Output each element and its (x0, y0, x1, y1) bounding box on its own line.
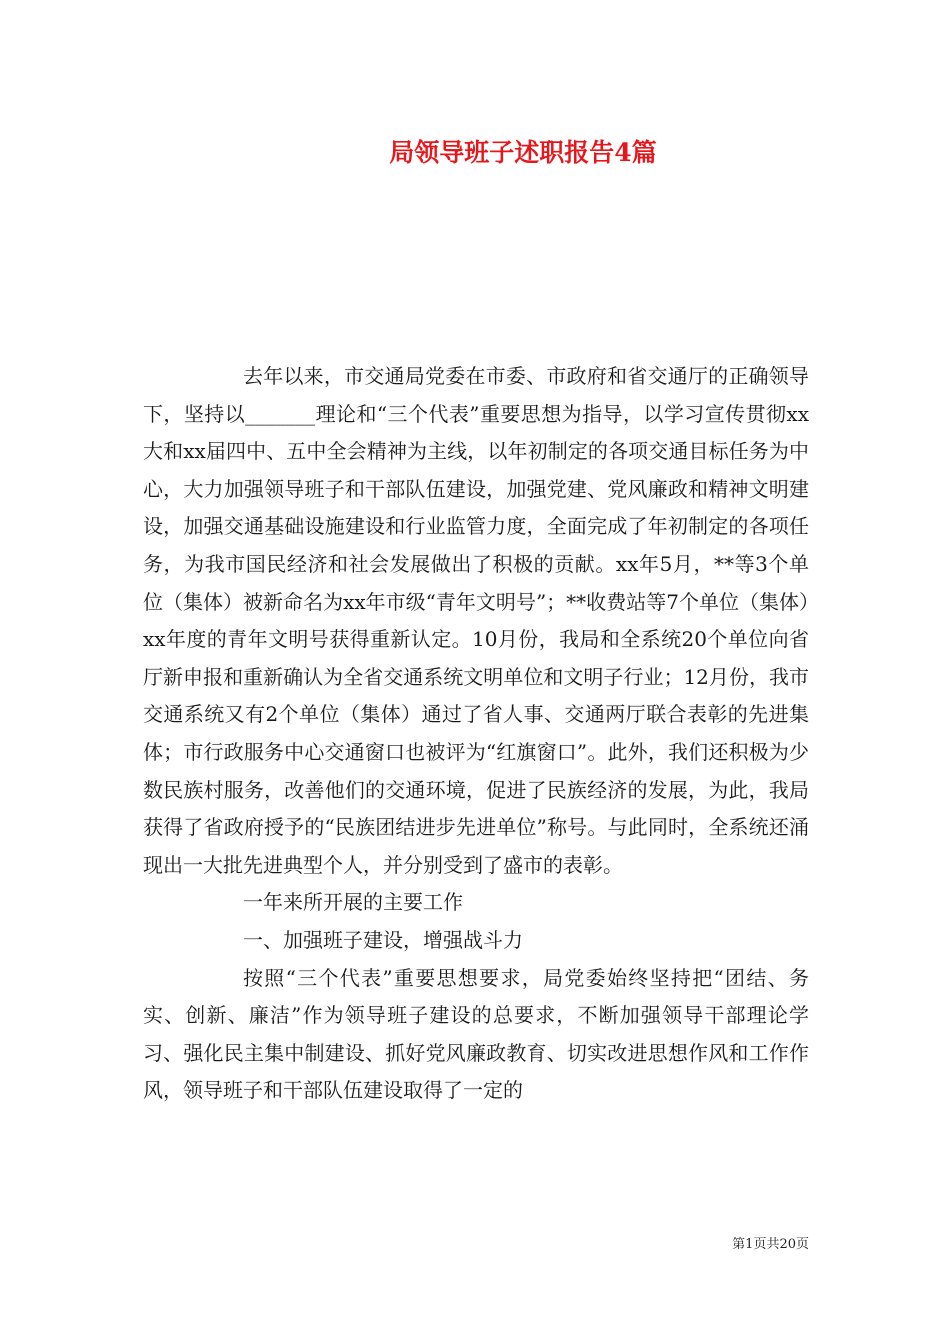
section-heading-team-building: 一、加强班子建设，增强战斗力 (243, 927, 523, 952)
body-paragraph-team-building: 按照“三个代表”重要思想要求，局党委始终坚持把“团结、务实、创新、廉洁”作为领导班子建设的总要求，不断加强领导干部理论学习、强化民主集中制建设、抓好党风廉政教育、切实改进思想作风和工作作风，领导班子和干部队伍建设取得了一定的 (143, 965, 809, 1103)
document-body (143, 358, 809, 1110)
page-number-footer: 第1页共20页 (732, 1237, 809, 1252)
body-paragraph-intro: 去年以来，市交通局党委在市委、市政府和省交通厅的正确领导下，坚持以_______理论和“三个代表”重要思想为指导，以学习宣传贯彻xx大和xx届四中、五中全会精神为主线，以年初制定的各项交通目标任务为中心，大力加强领导班子和干部队伍建设，加强党建、党风廉政和精神文明建设，加强交通基础设施建设和行业监管力度，全面完成了年初制定的各项任务，为我市国民经济和社会发展做出了积极的贡献。xx年5月，**等3个单位（集体）被新命名为xx年市级“青年文明号”；**收费站等7个单位（集体）xx年度的青年文明号获得重新认定。10月份，我局和全系统20个单位向省厅新申报和重新确认为全省交通系统文明单位和文明子行业；12月份，我市交通系统又有2个单位（集体）通过了省人事、交通两厅联合表彰的先进集体；市行政服务中心交通窗口也被评为“红旗窗口”。此外，我们还积极为少数民族村服务，改善他们的交通环境，促进了民族经济的发展，为此，我局获得了省政府授予的“民族团结进步先进单位”称号。与此同时，全系统还涌现出一大批先进典型个人，并分别受到了盛市的表彰。 (143, 364, 809, 877)
section-heading-main-work: 一年来所开展的主要工作 (243, 890, 463, 915)
document-title: 局领导班子述职报告4篇 (389, 138, 657, 167)
